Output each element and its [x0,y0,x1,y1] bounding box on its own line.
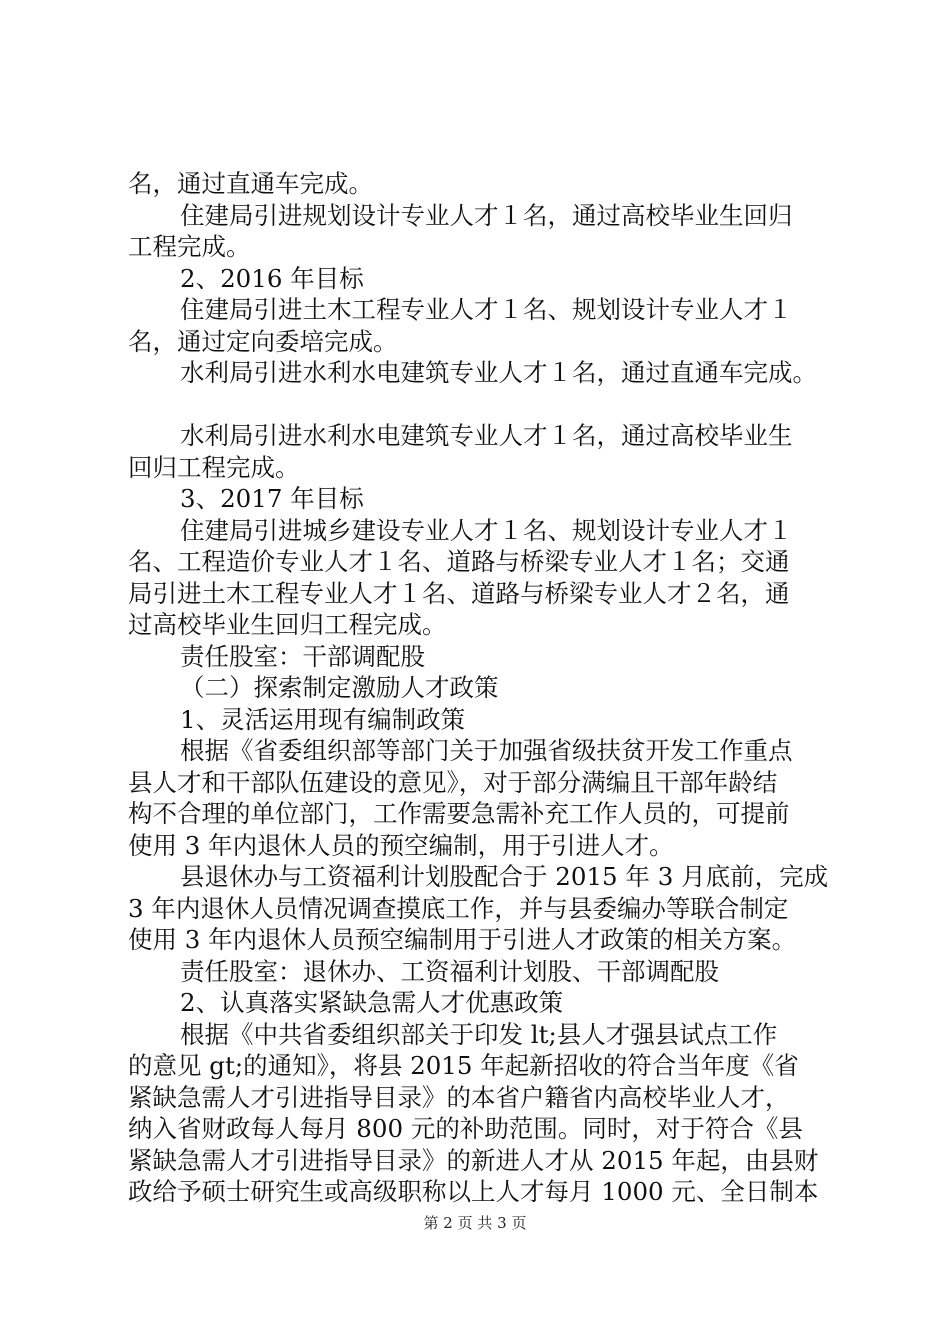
responsible-dept-line: 责任股室：干部调配股 [180,641,425,671]
text-line: 水利局引进水利水电建筑专业人才１名，通过高校毕业生 [180,421,793,450]
text-line: 水利局引进水利水电建筑专业人才１名，通过直通车完成。 [180,358,817,387]
text-line: 过高校毕业生回归工程完成。 [128,610,447,639]
text-line: 纳入省财政每人每月 800 元的补助范围。同时，对于符合《县 [128,1114,803,1143]
text-line: 县人才和干部队伍建设的意见》，对于部分满编且干部年龄结 [128,767,778,797]
text-line: 使用 3 年内退休人员预空编制用于引进人才政策的相关方案。 [128,925,797,954]
text-line: 紧缺急需人才引进指导目录》的本省户籍省内高校毕业人才， [128,1082,790,1112]
document-body [128,168,840,1208]
text-line: 住建局引进土木工程专业人才１名、规划设计专业人才１ [180,295,793,324]
section-heading: 1、灵活运用现有编制政策 [180,704,466,734]
text-line: 住建局引进规划设计专业人才１名，通过高校毕业生回归 [180,200,793,230]
text-line: 住建局引进城乡建设专业人才１名、规划设计专业人才１ [180,515,793,545]
text-line: 3 年内退休人员情况调查摸底工作，并与县委编办等联合制定 [128,893,789,923]
section-heading: 2、认真落实紧缺急需人才优惠政策 [180,988,564,1017]
text-line: 政给予硕士研究生或高级职称以上人才每月 1000 元、全日制本 [128,1177,819,1206]
text-line: 名，通过直通车完成。 [128,169,373,198]
text-line: 回归工程完成。 [128,452,300,482]
text-line: 紧缺急需人才引进指导目录》的新进人才从 2015 年起，由县财 [128,1145,819,1175]
blank-line [128,389,840,421]
responsible-dept-line: 责任股室：退休办、工资福利计划股、干部调配股 [180,956,719,986]
text-line: 名，通过定向委培完成。 [128,326,398,356]
section-heading: （二）探索制定激励人才政策 [180,673,499,702]
text-line: 根据《中共省委组织部关于印发 lt;县人才强县试点工作 [180,1019,778,1049]
section-heading: 2、2016 年目标 [180,263,364,293]
text-line: 使用 3 年内退休人员的预空编制，用于引进人才。 [128,830,674,860]
page-number-footer: 第 2 页 共 3 页 [423,1214,527,1232]
text-line: 构不合理的单位部门，工作需要急需补充工作人员的，可提前 [128,799,790,828]
text-line: 县退休办与工资福利计划股配合于 2015 年 3 月底前，完成 [180,862,829,891]
text-line: 局引进土木工程专业人才１名、道路与桥梁专业人才２名，通 [128,578,790,608]
text-line: 根据《省委组织部等部门关于加强省级扶贫开发工作重点 [180,736,793,765]
text-line: 的意见 gt;的通知》，将县 2015 年起新招收的符合当年度《省 [128,1051,799,1080]
section-heading: 3、2017 年目标 [180,484,364,513]
text-line: 工程完成。 [128,232,251,261]
text-line: 名、工程造价专业人才１名、道路与桥梁专业人才１名；交通 [128,547,790,576]
